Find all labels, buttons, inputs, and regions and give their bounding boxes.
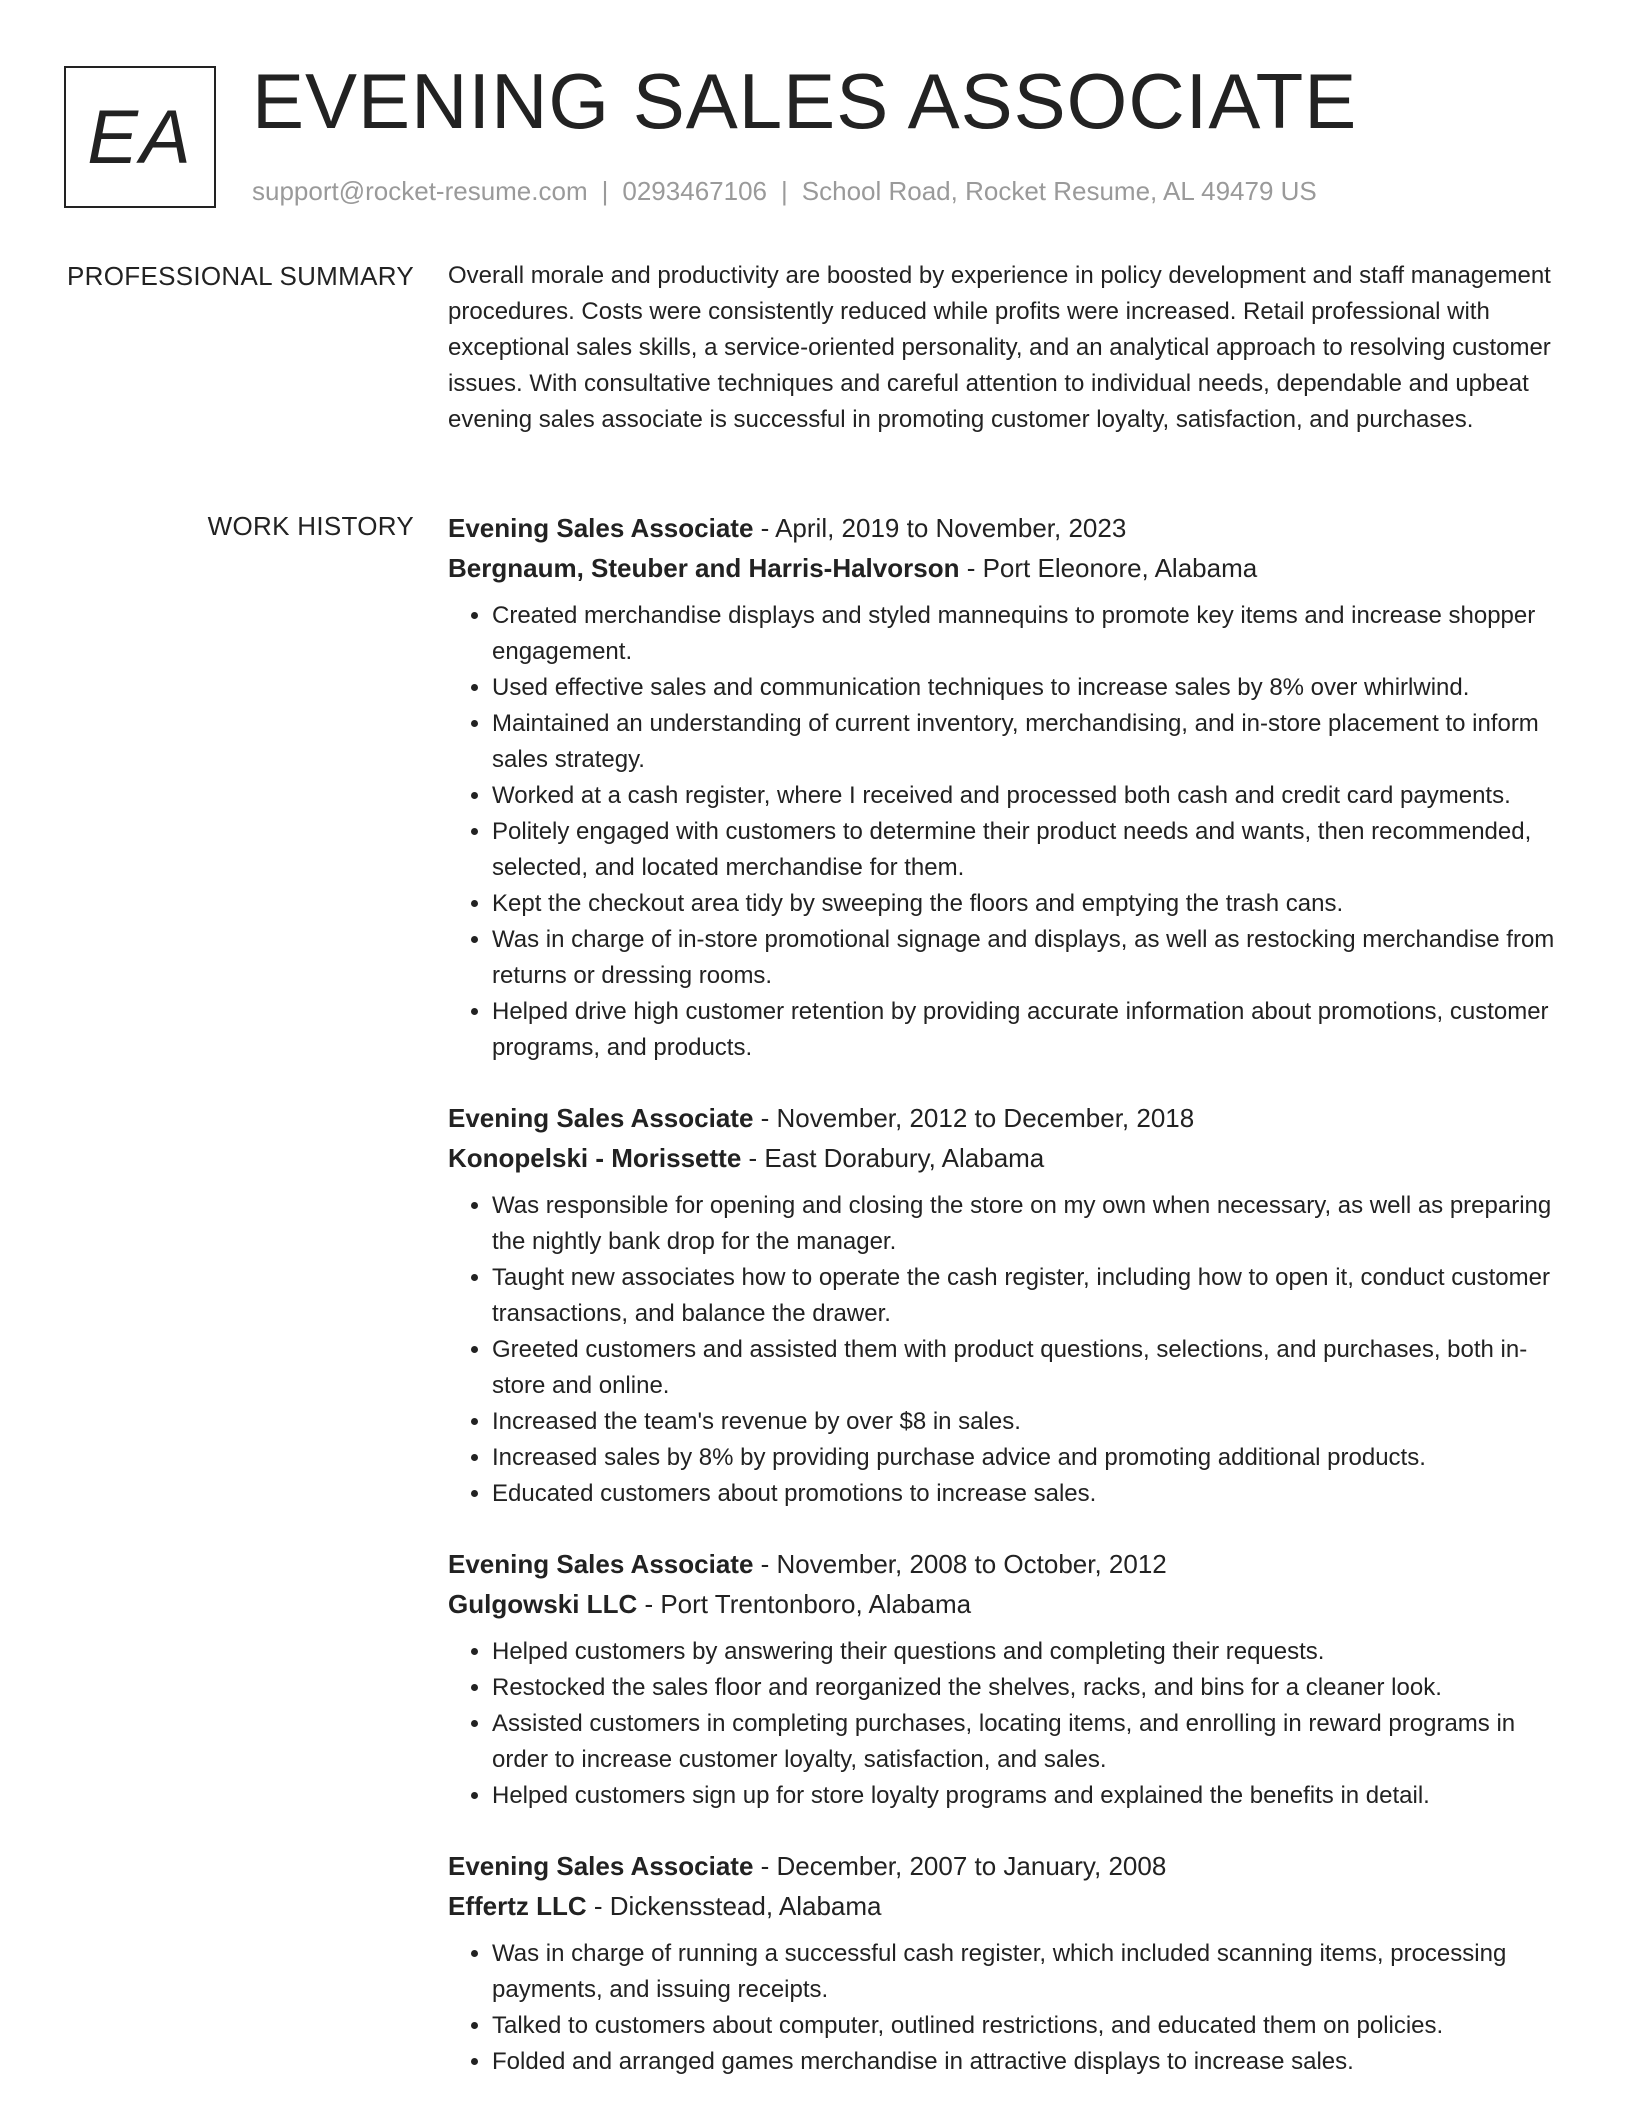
candidate-title: EVENING SALES ASSOCIATE — [252, 57, 1358, 145]
job-duties-list — [448, 1936, 1568, 2080]
job-duty-item: • Increased the team's revenue by over $8 in sales. — [492, 1404, 1568, 1440]
contact-address: School Road, Rocket Resume, AL 49479 US — [801, 176, 1317, 206]
job-location: - East Dorabury, Alabama — [741, 1143, 1045, 1173]
job-duty-item: • Talked to customers about computer, outlined restrictions, and educated them on policies. — [492, 2008, 1568, 2044]
contact-email[interactable]: support@rocket-resume.com — [252, 176, 588, 206]
job-duty-item: • Assisted customers in completing purchases, locating items, and enrolling in reward programs in order to increase customer loyalty, satisfaction, and sales. — [492, 1706, 1568, 1778]
job-duty-item: • Was responsible for opening and closing the store on my own when necessary, as well as preparing the nightly bank drop for the manager. — [492, 1188, 1568, 1260]
job-duty-item: • Restocked the sales floor and reorganized the shelves, racks, and bins for a cleaner look. — [492, 1670, 1568, 1706]
job-duty-item: • Taught new associates how to operate the cash register, including how to open it, conduct customer transactions, and balance the drawer. — [492, 1260, 1568, 1332]
job-company-line — [448, 1886, 1568, 1926]
job-dates: - April, 2019 to November, 2023 — [753, 513, 1127, 543]
job-entry — [448, 508, 1568, 1066]
job-company: Gulgowski LLC — [448, 1589, 638, 1619]
job-entry — [448, 1544, 1568, 1814]
job-title: Evening Sales Associate — [448, 513, 754, 543]
job-duty-item: • Helped customers by answering their questions and completing their requests. — [492, 1634, 1568, 1670]
job-location: - Port Trentonboro, Alabama — [637, 1589, 972, 1619]
contact-separator: | — [781, 176, 788, 206]
job-duty-item: • Was in charge of in-store promotional signage and displays, as well as restocking merchandise from returns or dressing rooms. — [492, 922, 1568, 994]
summary-text: Overall morale and productivity are boosted by experience in policy development and staff management procedures. Costs were consistently reduced while profits were increased. Retail professional with exceptional sales skills, a service-oriented personality, and an analytical approach to resolving customer issues. With consultative techniques and careful attention to individual needs, dependable and upbeat evening sales associate is successful in promoting customer loyalty, satisfaction, and purchases. — [448, 262, 1551, 433]
job-duty-item: • Worked at a cash register, where I received and processed both cash and credit card payments. — [492, 778, 1568, 814]
job-company-line — [448, 548, 1568, 588]
job-title: Evening Sales Associate — [448, 1851, 754, 1881]
job-location: - Port Eleonore, Alabama — [959, 553, 1258, 583]
job-duty-item: • Was in charge of running a successful cash register, which included scanning items, processing payments, and issuing receipts. — [492, 1936, 1568, 2008]
job-title: Evening Sales Associate — [448, 1103, 754, 1133]
job-duty-item: • Kept the checkout area tidy by sweeping the floors and emptying the trash cans. — [492, 886, 1568, 922]
job-dates: - December, 2007 to January, 2008 — [753, 1851, 1167, 1881]
job-company: Bergnaum, Steuber and Harris-Halvorson — [448, 553, 960, 583]
job-duties-list — [448, 1634, 1568, 1814]
job-company-line — [448, 1138, 1568, 1178]
job-dates: - November, 2008 to October, 2012 — [753, 1549, 1167, 1579]
job-company: Konopelski - Morissette — [448, 1143, 742, 1173]
job-duties-list — [448, 598, 1568, 1066]
job-duty-item: • Helped drive high customer retention by providing accurate information about promotions, customer programs, and products. — [492, 994, 1568, 1066]
contact-separator: | — [601, 176, 609, 206]
job-duty-item: • Increased sales by 8% by providing purchase advice and promoting additional products. — [492, 1440, 1568, 1476]
contact-phone[interactable]: 0293467106 — [622, 176, 767, 206]
job-title-line — [448, 1846, 1568, 1886]
job-company-line — [448, 1584, 1568, 1624]
job-title-line — [448, 1098, 1568, 1138]
job-company: Effertz LLC — [448, 1891, 587, 1921]
job-title-line — [448, 1544, 1568, 1584]
job-duty-item: • Maintained an understanding of current inventory, merchandising, and in-store placement to inform sales strategy. — [492, 706, 1568, 778]
summary-heading: PROFESSIONAL SUMMARY — [67, 261, 414, 291]
job-entry — [448, 1098, 1568, 1512]
job-duty-item: • Folded and arranged games merchandise in attractive displays to increase sales. — [492, 2044, 1568, 2080]
job-entry — [448, 1846, 1568, 2080]
resume-header — [64, 57, 1584, 212]
job-duty-item: • Used effective sales and communication techniques to increase sales by 8% over whirlwind. — [492, 670, 1568, 706]
job-duties-list — [448, 1188, 1568, 1512]
work-history-body — [448, 508, 1568, 2112]
work-history-heading: WORK HISTORY — [207, 511, 414, 541]
job-duty-item: • Helped customers sign up for store loyalty programs and explained the benefits in detail. — [492, 1778, 1568, 1814]
job-title-line — [448, 508, 1568, 548]
monogram-logo: EA — [64, 66, 216, 208]
summary-body — [448, 258, 1568, 438]
job-duty-item: • Created merchandise displays and styled mannequins to promote key items and increase shopper engagement. — [492, 598, 1568, 670]
job-duty-item: • Politely engaged with customers to determine their product needs and wants, then recommended, selected, and located merchandise for them. — [492, 814, 1568, 886]
job-duty-item: • Greeted customers and assisted them with product questions, selections, and purchases, both in-store and online. — [492, 1332, 1568, 1404]
job-dates: - November, 2012 to December, 2018 — [753, 1103, 1195, 1133]
job-duty-item: • Educated customers about promotions to increase sales. — [492, 1476, 1568, 1512]
job-title: Evening Sales Associate — [448, 1549, 754, 1579]
job-location: - Dickensstead, Alabama — [586, 1891, 882, 1921]
contact-line — [252, 176, 1317, 207]
